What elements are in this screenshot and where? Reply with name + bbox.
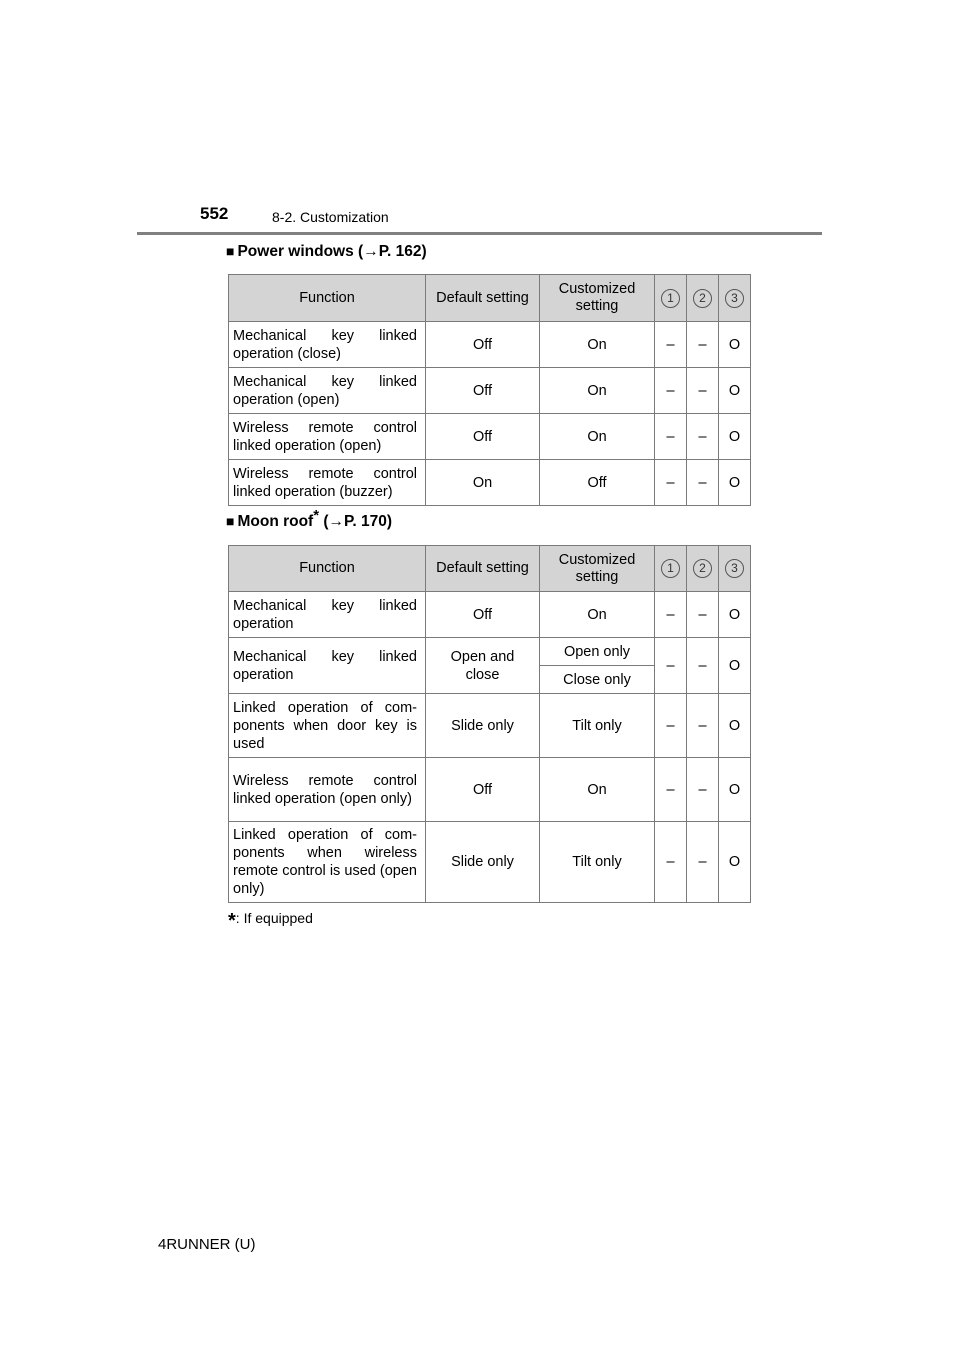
power-windows-heading [226,243,427,261]
customized-cell: Off [540,460,655,506]
col3-cell: O [719,414,751,460]
table-row [229,592,751,638]
column-header-2 [687,275,719,322]
moon-roof-table [228,545,751,903]
table-row [229,638,751,666]
col1-cell: – [655,368,687,414]
customized-cell: Close only [540,666,655,694]
moon-roof-heading [226,506,393,531]
arrow-icon: → [363,243,379,260]
col2-cell: – [687,638,719,694]
default-cell: Open and close [426,638,540,694]
col2-cell: – [687,368,719,414]
table-header-row [229,275,751,322]
footnote [228,910,313,933]
col3-cell: O [719,822,751,903]
col3-cell: O [719,322,751,368]
page-reference: P. 162) [378,243,427,260]
col3-cell: O [719,638,751,694]
column-header-2 [687,546,719,592]
function-cell: Linked operation of com-ponents when wireless remote control is used (open only) [229,822,426,903]
heading-paren: ( [319,513,329,530]
customized-cell: Open only [540,638,655,666]
col2-cell: – [687,758,719,822]
column-header-default: Default setting [426,275,540,322]
section-title: 8-2. Customization [272,209,389,225]
column-header-function: Function [229,546,426,592]
footer-model-name: 4RUNNER (U) [158,1236,256,1253]
customized-cell: Tilt only [540,822,655,903]
customized-cell: On [540,758,655,822]
square-bullet: ■ [226,513,235,529]
power-windows-table [228,274,751,506]
column-header-3 [719,546,751,592]
col2-cell: – [687,414,719,460]
col1-cell: – [655,460,687,506]
asterisk-mark: * [313,506,320,524]
circled-number-3-icon: 3 [725,559,744,578]
circled-number-1-icon: 1 [661,289,680,308]
customized-cell: On [540,368,655,414]
heading-text: Power windows ( [237,243,364,260]
customized-cell: Tilt only [540,694,655,758]
column-header-3 [719,275,751,322]
col1-cell: – [655,822,687,903]
customized-cell: On [540,592,655,638]
arrow-icon: → [328,513,345,530]
column-header-1 [655,275,687,322]
page-reference: P. 170) [344,513,393,530]
col2-cell: – [687,592,719,638]
default-cell: Off [426,368,540,414]
circled-number-2-icon: 2 [693,289,712,308]
default-cell: Off [426,758,540,822]
table-row [229,414,751,460]
col2-cell: – [687,822,719,903]
col2-cell: – [687,694,719,758]
col1-cell: – [655,638,687,694]
footnote-text: : If equipped [235,910,313,926]
col3-cell: O [719,694,751,758]
function-cell: Mechanical key linked operation (close) [229,322,426,368]
col1-cell: – [655,322,687,368]
header-rule [137,232,822,235]
col1-cell: – [655,414,687,460]
square-bullet: ■ [226,243,235,259]
column-header-default: Default setting [426,546,540,592]
page-number: 552 [200,204,229,223]
function-cell: Wireless remote control linked operation (buzzer) [229,460,426,506]
default-cell: Off [426,592,540,638]
column-header-1 [655,546,687,592]
column-header-customized: Customized setting [540,546,655,592]
table-row [229,460,751,506]
default-cell: On [426,460,540,506]
col2-cell: – [687,460,719,506]
column-header-function: Function [229,275,426,322]
function-cell: Wireless remote control linked operation (open only) [229,758,426,822]
table-row [229,822,751,903]
default-cell: Off [426,414,540,460]
circled-number-2-icon: 2 [693,559,712,578]
customized-cell: On [540,414,655,460]
col3-cell: O [719,368,751,414]
table-row [229,368,751,414]
function-cell: Linked operation of com-ponents when door key is used [229,694,426,758]
function-cell: Wireless remote control linked operation (open) [229,414,426,460]
default-cell: Off [426,322,540,368]
function-cell: Mechanical key linked operation (open) [229,368,426,414]
table-header-row [229,546,751,592]
function-cell: Mechanical key linked operation [229,592,426,638]
col2-cell: – [687,322,719,368]
default-cell: Slide only [426,694,540,758]
heading-text: Moon roof [237,513,314,530]
function-cell: Mechanical key linked operation [229,638,426,694]
table-row [229,322,751,368]
col1-cell: – [655,592,687,638]
customized-cell: On [540,322,655,368]
col3-cell: O [719,592,751,638]
circled-number-3-icon: 3 [725,289,744,308]
asterisk-mark: * [228,910,236,932]
col3-cell: O [719,460,751,506]
column-header-customized: Customized setting [540,275,655,322]
default-cell: Slide only [426,822,540,903]
circled-number-1-icon: 1 [661,559,680,578]
col1-cell: – [655,694,687,758]
col3-cell: O [719,758,751,822]
col1-cell: – [655,758,687,822]
table-row [229,758,751,822]
table-row [229,694,751,758]
